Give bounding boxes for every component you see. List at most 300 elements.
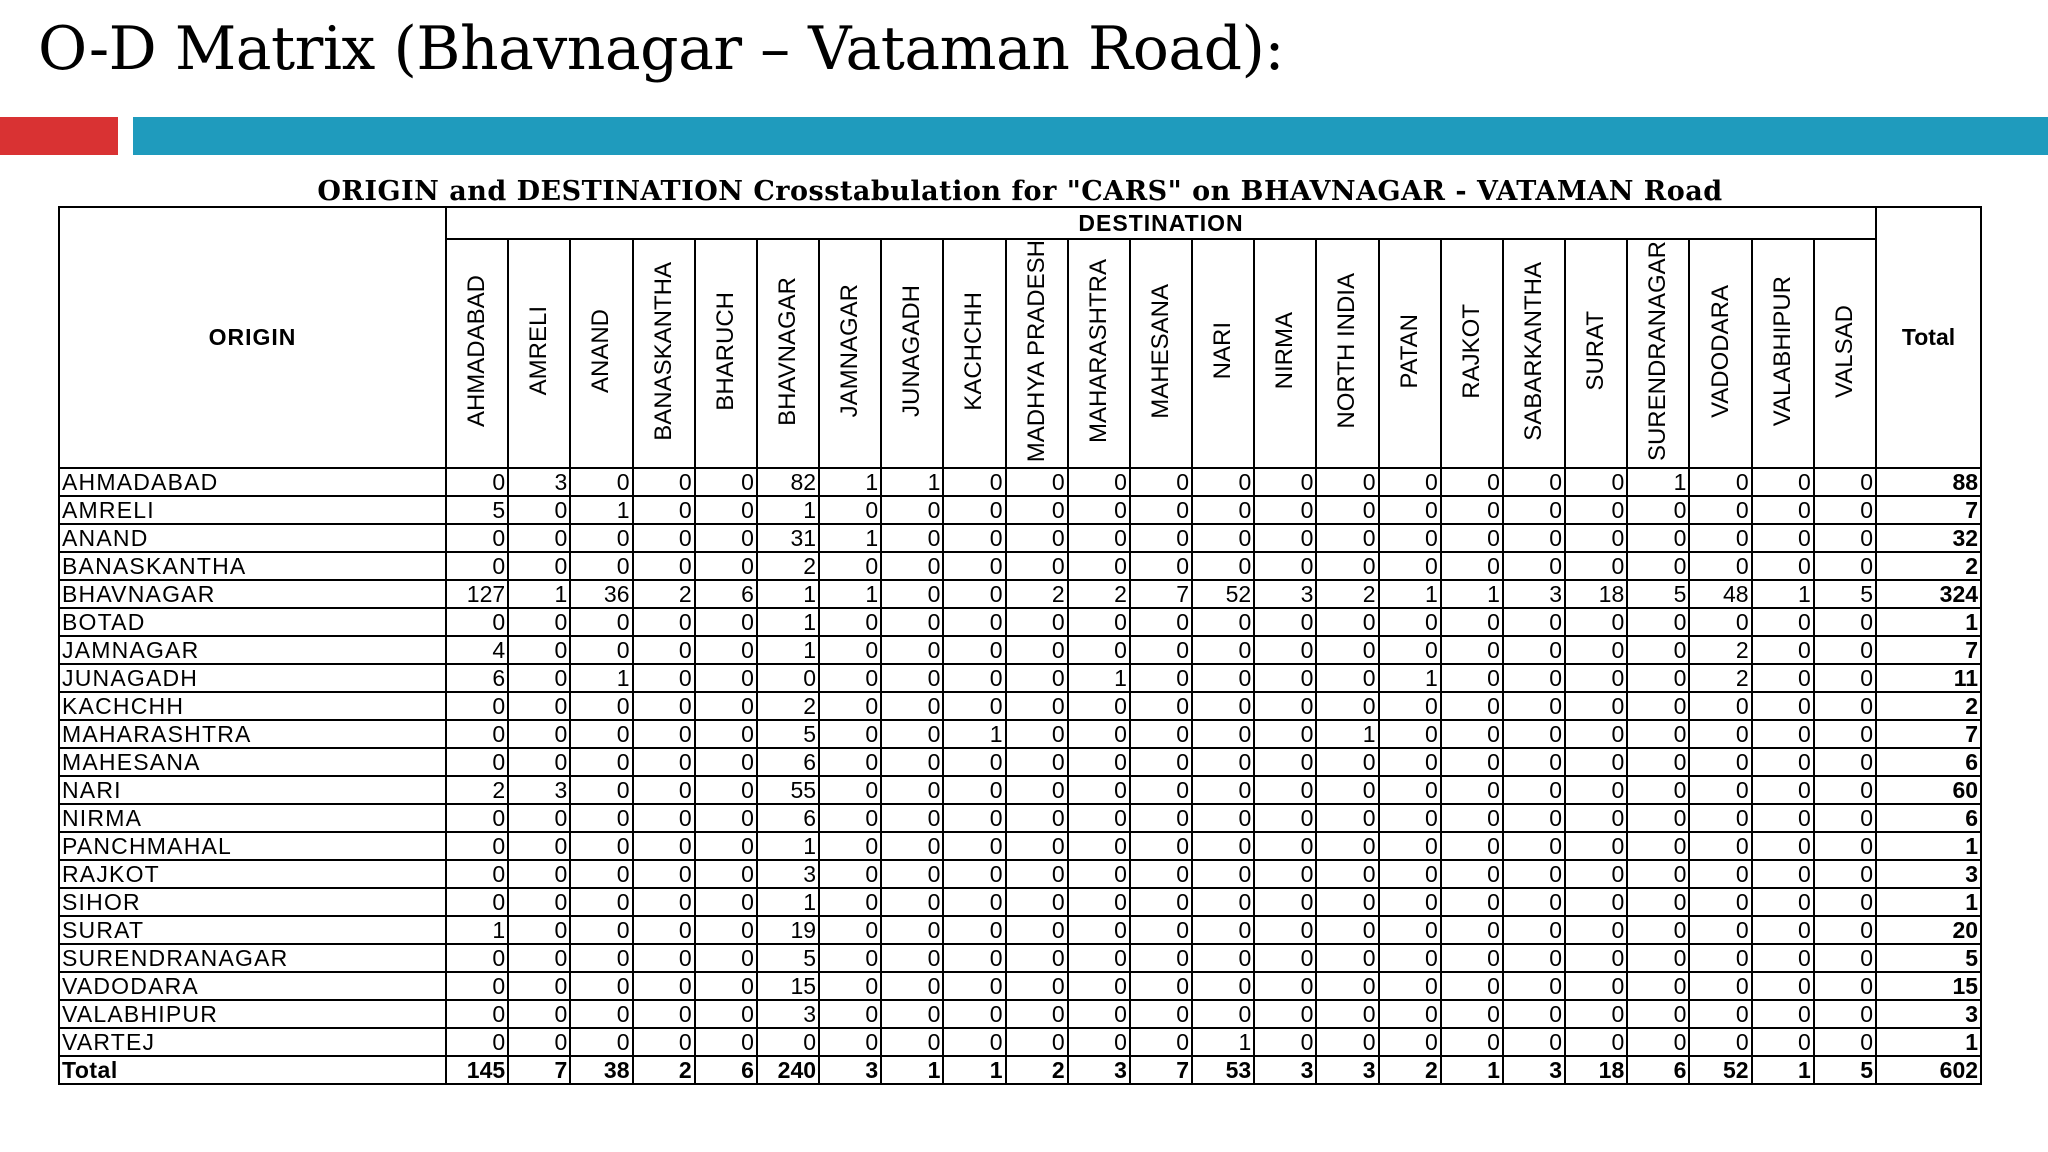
od-cell: 0 bbox=[695, 524, 757, 552]
od-cell: 0 bbox=[1379, 888, 1441, 916]
od-cell: 0 bbox=[943, 552, 1005, 580]
od-cell: 0 bbox=[1316, 776, 1378, 804]
od-cell: 82 bbox=[757, 468, 819, 496]
od-cell: 0 bbox=[1068, 496, 1130, 524]
od-cell: 0 bbox=[1689, 720, 1751, 748]
origin-name: SURENDRANAGAR bbox=[59, 944, 446, 972]
od-cell: 1 bbox=[508, 580, 570, 608]
total-row bbox=[59, 1056, 1981, 1084]
od-cell: 0 bbox=[633, 888, 695, 916]
od-cell: 0 bbox=[1316, 1000, 1378, 1028]
od-cell: 1 bbox=[819, 524, 881, 552]
od-cell: 0 bbox=[1752, 636, 1814, 664]
od-cell: 5 bbox=[446, 496, 508, 524]
od-cell: 0 bbox=[881, 552, 943, 580]
od-cell: 0 bbox=[695, 776, 757, 804]
od-cell: 55 bbox=[757, 776, 819, 804]
destination-col-header bbox=[1316, 239, 1378, 468]
od-cell: 0 bbox=[1814, 720, 1876, 748]
od-cell: 0 bbox=[1814, 860, 1876, 888]
od-cell: 0 bbox=[1316, 860, 1378, 888]
od-cell: 0 bbox=[943, 860, 1005, 888]
od-cell: 0 bbox=[1503, 776, 1565, 804]
od-cell: 2 bbox=[446, 776, 508, 804]
od-cell: 0 bbox=[1006, 524, 1068, 552]
od-cell: 0 bbox=[943, 468, 1005, 496]
od-cell: 0 bbox=[508, 1028, 570, 1056]
od-cell: 0 bbox=[1627, 804, 1689, 832]
od-cell: 0 bbox=[1814, 1000, 1876, 1028]
od-cell: 0 bbox=[1379, 748, 1441, 776]
destination-label: MADHYA PRADESH bbox=[1022, 240, 1050, 463]
od-cell: 0 bbox=[1254, 776, 1316, 804]
od-cell: 0 bbox=[1379, 692, 1441, 720]
od-cell: 0 bbox=[1130, 860, 1192, 888]
destination-header: DESTINATION bbox=[446, 207, 1876, 239]
od-cell: 0 bbox=[1379, 944, 1441, 972]
od-cell: 0 bbox=[1814, 888, 1876, 916]
row-total-cell: 5 bbox=[1876, 944, 1981, 972]
od-cell: 0 bbox=[1503, 720, 1565, 748]
od-cell: 0 bbox=[1254, 972, 1316, 1000]
od-cell: 0 bbox=[633, 972, 695, 1000]
od-cell: 0 bbox=[508, 720, 570, 748]
od-cell: 0 bbox=[1503, 944, 1565, 972]
od-cell: 0 bbox=[1379, 720, 1441, 748]
od-cell: 0 bbox=[1006, 972, 1068, 1000]
od-cell: 0 bbox=[1254, 748, 1316, 776]
od-cell: 0 bbox=[1068, 552, 1130, 580]
origin-name: MAHARASHTRA bbox=[59, 720, 446, 748]
od-cell: 5 bbox=[1814, 580, 1876, 608]
od-cell: 0 bbox=[1503, 608, 1565, 636]
od-cell: 0 bbox=[1068, 1000, 1130, 1028]
table-title: ORIGIN and DESTINATION Crosstabulation for "CARS" on BHAVNAGAR - VATAMAN Road bbox=[317, 176, 1723, 207]
od-cell: 0 bbox=[570, 776, 632, 804]
od-cell: 0 bbox=[1814, 608, 1876, 636]
od-cell: 0 bbox=[943, 692, 1005, 720]
table-row bbox=[59, 860, 1981, 888]
od-cell: 0 bbox=[1627, 496, 1689, 524]
od-cell: 31 bbox=[757, 524, 819, 552]
od-cell: 0 bbox=[1689, 888, 1751, 916]
origin-name: VARTEJ bbox=[59, 1028, 446, 1056]
origin-name: NIRMA bbox=[59, 804, 446, 832]
od-cell: 0 bbox=[508, 496, 570, 524]
od-cell: 0 bbox=[1441, 944, 1503, 972]
od-cell: 0 bbox=[819, 496, 881, 524]
od-cell: 0 bbox=[508, 1000, 570, 1028]
od-cell: 0 bbox=[1752, 552, 1814, 580]
od-cell: 0 bbox=[1441, 860, 1503, 888]
od-cell: 0 bbox=[1254, 888, 1316, 916]
od-cell: 0 bbox=[1441, 468, 1503, 496]
od-cell: 0 bbox=[633, 692, 695, 720]
od-cell: 1 bbox=[757, 496, 819, 524]
od-cell: 0 bbox=[1192, 496, 1254, 524]
od-cell: 0 bbox=[1689, 860, 1751, 888]
od-cell: 0 bbox=[881, 888, 943, 916]
od-cell: 0 bbox=[633, 944, 695, 972]
od-cell: 0 bbox=[1441, 776, 1503, 804]
od-cell: 0 bbox=[819, 944, 881, 972]
od-cell: 0 bbox=[1814, 916, 1876, 944]
table-row bbox=[59, 720, 1981, 748]
od-cell: 0 bbox=[1254, 664, 1316, 692]
od-cell: 0 bbox=[1441, 608, 1503, 636]
od-cell: 0 bbox=[1565, 972, 1627, 1000]
od-cell: 0 bbox=[1130, 776, 1192, 804]
od-cell: 0 bbox=[570, 1000, 632, 1028]
od-cell: 0 bbox=[1130, 524, 1192, 552]
origin-name: BHAVNAGAR bbox=[59, 580, 446, 608]
od-cell: 0 bbox=[633, 524, 695, 552]
od-cell: 0 bbox=[446, 748, 508, 776]
od-cell: 2 bbox=[1689, 636, 1751, 664]
od-cell: 0 bbox=[943, 832, 1005, 860]
destination-col-header bbox=[695, 239, 757, 468]
od-cell: 0 bbox=[943, 776, 1005, 804]
row-total-cell: 3 bbox=[1876, 860, 1981, 888]
od-cell: 0 bbox=[881, 1000, 943, 1028]
od-cell: 2 bbox=[1316, 580, 1378, 608]
column-total-cell: 2 bbox=[1379, 1056, 1441, 1084]
od-cell: 0 bbox=[1379, 636, 1441, 664]
od-cell: 0 bbox=[1006, 468, 1068, 496]
od-cell: 0 bbox=[695, 888, 757, 916]
od-cell: 6 bbox=[695, 580, 757, 608]
od-cell: 0 bbox=[1565, 552, 1627, 580]
column-total-cell: 7 bbox=[1130, 1056, 1192, 1084]
od-cell: 0 bbox=[1192, 720, 1254, 748]
column-total-cell: 2 bbox=[633, 1056, 695, 1084]
origin-name: JAMNAGAR bbox=[59, 636, 446, 664]
destination-label: JUNAGADH bbox=[898, 285, 926, 418]
od-cell: 0 bbox=[819, 1000, 881, 1028]
row-total-cell: 2 bbox=[1876, 692, 1981, 720]
od-cell: 0 bbox=[446, 468, 508, 496]
row-total-cell: 6 bbox=[1876, 748, 1981, 776]
od-cell: 0 bbox=[1068, 692, 1130, 720]
od-cell: 0 bbox=[1627, 860, 1689, 888]
destination-label: NARI bbox=[1209, 322, 1237, 380]
od-cell: 0 bbox=[1752, 748, 1814, 776]
od-cell: 0 bbox=[1006, 720, 1068, 748]
od-cell: 0 bbox=[881, 944, 943, 972]
origin-name: AMRELI bbox=[59, 496, 446, 524]
od-cell: 1 bbox=[1379, 664, 1441, 692]
od-cell: 0 bbox=[943, 1000, 1005, 1028]
od-cell: 0 bbox=[1689, 832, 1751, 860]
od-cell: 0 bbox=[1006, 804, 1068, 832]
od-cell: 0 bbox=[1565, 1028, 1627, 1056]
od-cell: 0 bbox=[1441, 720, 1503, 748]
destination-label: MAHESANA bbox=[1146, 283, 1174, 419]
od-cell: 0 bbox=[1627, 1000, 1689, 1028]
od-cell: 0 bbox=[570, 468, 632, 496]
od-cell: 1 bbox=[1068, 664, 1130, 692]
od-cell: 0 bbox=[1130, 1028, 1192, 1056]
od-cell: 0 bbox=[1689, 916, 1751, 944]
od-cell: 0 bbox=[819, 804, 881, 832]
od-cell: 0 bbox=[881, 748, 943, 776]
od-cell: 0 bbox=[1254, 1028, 1316, 1056]
column-total-cell: 3 bbox=[1316, 1056, 1378, 1084]
table-row bbox=[59, 804, 1981, 832]
od-cell: 0 bbox=[695, 860, 757, 888]
od-cell: 0 bbox=[1627, 664, 1689, 692]
row-total-cell: 88 bbox=[1876, 468, 1981, 496]
od-cell: 0 bbox=[819, 1028, 881, 1056]
od-cell: 0 bbox=[881, 776, 943, 804]
destination-col-header bbox=[1689, 239, 1751, 468]
od-cell: 0 bbox=[1130, 944, 1192, 972]
row-total-cell: 3 bbox=[1876, 1000, 1981, 1028]
od-cell: 0 bbox=[943, 888, 1005, 916]
od-cell: 0 bbox=[1130, 720, 1192, 748]
od-cell: 0 bbox=[1192, 860, 1254, 888]
od-cell: 18 bbox=[1565, 580, 1627, 608]
destination-col-header bbox=[1379, 239, 1441, 468]
column-total-cell: 145 bbox=[446, 1056, 508, 1084]
od-cell: 0 bbox=[1752, 972, 1814, 1000]
od-cell: 0 bbox=[1752, 804, 1814, 832]
od-cell: 0 bbox=[1254, 720, 1316, 748]
destination-col-header bbox=[1254, 239, 1316, 468]
od-cell: 0 bbox=[695, 496, 757, 524]
od-cell: 0 bbox=[1689, 748, 1751, 776]
od-cell: 0 bbox=[1379, 832, 1441, 860]
od-cell: 0 bbox=[1316, 496, 1378, 524]
column-total-cell: 1 bbox=[943, 1056, 1005, 1084]
od-cell: 0 bbox=[1441, 916, 1503, 944]
od-cell: 0 bbox=[1565, 524, 1627, 552]
origin-name: PANCHMAHAL bbox=[59, 832, 446, 860]
od-cell: 0 bbox=[1192, 804, 1254, 832]
od-cell: 0 bbox=[819, 748, 881, 776]
column-total-cell: 7 bbox=[508, 1056, 570, 1084]
destination-col-header bbox=[1192, 239, 1254, 468]
od-cell: 0 bbox=[1068, 832, 1130, 860]
od-cell: 0 bbox=[695, 636, 757, 664]
od-cell: 0 bbox=[446, 888, 508, 916]
od-cell: 0 bbox=[881, 524, 943, 552]
od-cell: 0 bbox=[1192, 944, 1254, 972]
od-cell: 0 bbox=[819, 972, 881, 1000]
od-cell: 3 bbox=[508, 468, 570, 496]
row-total-cell: 15 bbox=[1876, 972, 1981, 1000]
od-cell: 0 bbox=[1130, 552, 1192, 580]
od-cell: 0 bbox=[1130, 664, 1192, 692]
od-cell: 0 bbox=[1689, 608, 1751, 636]
od-cell: 0 bbox=[1752, 776, 1814, 804]
od-cell: 0 bbox=[1565, 608, 1627, 636]
od-cell: 0 bbox=[570, 944, 632, 972]
table-row bbox=[59, 888, 1981, 916]
od-cell: 0 bbox=[819, 776, 881, 804]
od-cell: 0 bbox=[633, 468, 695, 496]
od-cell: 0 bbox=[1130, 832, 1192, 860]
od-cell: 0 bbox=[1565, 720, 1627, 748]
destination-label: SURENDRANAGAR bbox=[1644, 241, 1672, 462]
od-cell: 0 bbox=[695, 692, 757, 720]
grand-total-cell: 602 bbox=[1876, 1056, 1981, 1084]
od-matrix-table bbox=[58, 206, 1982, 1085]
table-row bbox=[59, 776, 1981, 804]
od-cell: 0 bbox=[1689, 1000, 1751, 1028]
od-cell: 0 bbox=[1565, 776, 1627, 804]
od-cell: 0 bbox=[1565, 804, 1627, 832]
destination-col-header bbox=[1627, 239, 1689, 468]
od-cell: 0 bbox=[1752, 496, 1814, 524]
od-cell: 0 bbox=[1503, 860, 1565, 888]
od-cell: 3 bbox=[757, 860, 819, 888]
od-cell: 0 bbox=[1565, 636, 1627, 664]
destination-label: MAHARASHTRA bbox=[1084, 259, 1112, 444]
od-cell: 0 bbox=[881, 496, 943, 524]
od-cell: 0 bbox=[1565, 860, 1627, 888]
od-cell: 0 bbox=[1316, 972, 1378, 1000]
origin-header: ORIGIN bbox=[59, 207, 446, 468]
od-cell: 0 bbox=[633, 636, 695, 664]
od-cell: 2 bbox=[1006, 580, 1068, 608]
od-cell: 0 bbox=[819, 608, 881, 636]
od-cell: 0 bbox=[1689, 524, 1751, 552]
od-cell: 0 bbox=[881, 832, 943, 860]
od-cell: 0 bbox=[1503, 664, 1565, 692]
od-cell: 0 bbox=[881, 692, 943, 720]
destination-col-header bbox=[1006, 239, 1068, 468]
od-cell: 0 bbox=[1752, 524, 1814, 552]
od-cell: 0 bbox=[819, 720, 881, 748]
od-cell: 0 bbox=[1379, 524, 1441, 552]
od-cell: 0 bbox=[1006, 916, 1068, 944]
od-cell: 0 bbox=[695, 944, 757, 972]
od-cell: 0 bbox=[1565, 468, 1627, 496]
table-row bbox=[59, 524, 1981, 552]
od-cell: 0 bbox=[943, 580, 1005, 608]
destination-label: BANASKANTHA bbox=[649, 261, 677, 441]
destination-col-header bbox=[1503, 239, 1565, 468]
od-cell: 0 bbox=[695, 804, 757, 832]
od-cell: 0 bbox=[1192, 776, 1254, 804]
od-cell: 0 bbox=[508, 860, 570, 888]
od-cell: 0 bbox=[695, 916, 757, 944]
od-cell: 0 bbox=[881, 664, 943, 692]
destination-label: BHAVNAGAR bbox=[773, 276, 801, 426]
od-cell: 1 bbox=[570, 496, 632, 524]
od-cell: 0 bbox=[1254, 496, 1316, 524]
od-cell: 0 bbox=[508, 972, 570, 1000]
od-cell: 0 bbox=[508, 524, 570, 552]
destination-col-header bbox=[1814, 239, 1876, 468]
od-cell: 0 bbox=[1192, 748, 1254, 776]
od-cell: 0 bbox=[1068, 720, 1130, 748]
od-cell: 0 bbox=[1130, 888, 1192, 916]
od-cell: 0 bbox=[1254, 524, 1316, 552]
od-cell: 0 bbox=[1441, 1000, 1503, 1028]
destination-label: AHMADABAD bbox=[463, 275, 491, 428]
destination-col-header bbox=[570, 239, 632, 468]
od-cell: 0 bbox=[695, 608, 757, 636]
od-cell: 0 bbox=[1130, 636, 1192, 664]
od-cell: 1 bbox=[570, 664, 632, 692]
od-cell: 0 bbox=[1379, 552, 1441, 580]
od-cell: 0 bbox=[1316, 748, 1378, 776]
destination-label: BHARUCH bbox=[711, 291, 739, 411]
od-cell: 5 bbox=[757, 720, 819, 748]
od-cell: 0 bbox=[570, 916, 632, 944]
od-cell: 0 bbox=[1192, 552, 1254, 580]
od-cell: 0 bbox=[1316, 1028, 1378, 1056]
od-cell: 0 bbox=[1316, 804, 1378, 832]
row-total-cell: 11 bbox=[1876, 664, 1981, 692]
od-cell: 0 bbox=[695, 1028, 757, 1056]
destination-col-header bbox=[1752, 239, 1814, 468]
od-cell: 0 bbox=[1627, 692, 1689, 720]
od-cell: 0 bbox=[508, 916, 570, 944]
od-cell: 0 bbox=[881, 1028, 943, 1056]
od-cell: 0 bbox=[695, 720, 757, 748]
od-cell: 0 bbox=[1814, 496, 1876, 524]
od-cell: 0 bbox=[1814, 944, 1876, 972]
od-cell: 0 bbox=[1752, 1000, 1814, 1028]
od-cell: 0 bbox=[1379, 1000, 1441, 1028]
od-cell: 0 bbox=[1068, 776, 1130, 804]
od-cell: 0 bbox=[1068, 944, 1130, 972]
od-cell: 0 bbox=[1379, 860, 1441, 888]
od-cell: 0 bbox=[570, 888, 632, 916]
od-cell: 0 bbox=[446, 860, 508, 888]
od-cell: 0 bbox=[1192, 1000, 1254, 1028]
od-cell: 0 bbox=[1441, 496, 1503, 524]
od-cell: 0 bbox=[1254, 832, 1316, 860]
od-cell: 0 bbox=[1006, 608, 1068, 636]
od-cell: 0 bbox=[1814, 468, 1876, 496]
od-cell: 1 bbox=[757, 580, 819, 608]
od-cell: 0 bbox=[1068, 748, 1130, 776]
od-cell: 0 bbox=[1316, 664, 1378, 692]
origin-name: SIHOR bbox=[59, 888, 446, 916]
od-cell: 0 bbox=[1441, 692, 1503, 720]
od-cell: 0 bbox=[881, 972, 943, 1000]
od-cell: 0 bbox=[1068, 972, 1130, 1000]
od-cell: 0 bbox=[1689, 804, 1751, 832]
od-cell: 0 bbox=[819, 832, 881, 860]
od-cell: 0 bbox=[1316, 524, 1378, 552]
od-cell: 0 bbox=[1627, 972, 1689, 1000]
od-cell: 0 bbox=[819, 860, 881, 888]
od-cell: 0 bbox=[633, 608, 695, 636]
table-row bbox=[59, 832, 1981, 860]
od-cell: 0 bbox=[570, 972, 632, 1000]
od-cell: 0 bbox=[1627, 636, 1689, 664]
row-total-cell: 7 bbox=[1876, 496, 1981, 524]
od-cell: 0 bbox=[570, 832, 632, 860]
od-cell: 1 bbox=[757, 832, 819, 860]
od-cell: 0 bbox=[819, 664, 881, 692]
destination-col-header bbox=[1068, 239, 1130, 468]
table-row bbox=[59, 916, 1981, 944]
od-cell: 0 bbox=[1503, 496, 1565, 524]
od-cell: 0 bbox=[633, 832, 695, 860]
destination-label: NIRMA bbox=[1271, 312, 1299, 390]
od-cell: 0 bbox=[508, 832, 570, 860]
od-cell: 2 bbox=[1689, 664, 1751, 692]
od-cell: 0 bbox=[633, 776, 695, 804]
od-cell: 0 bbox=[1565, 832, 1627, 860]
origin-name: VADODARA bbox=[59, 972, 446, 1000]
